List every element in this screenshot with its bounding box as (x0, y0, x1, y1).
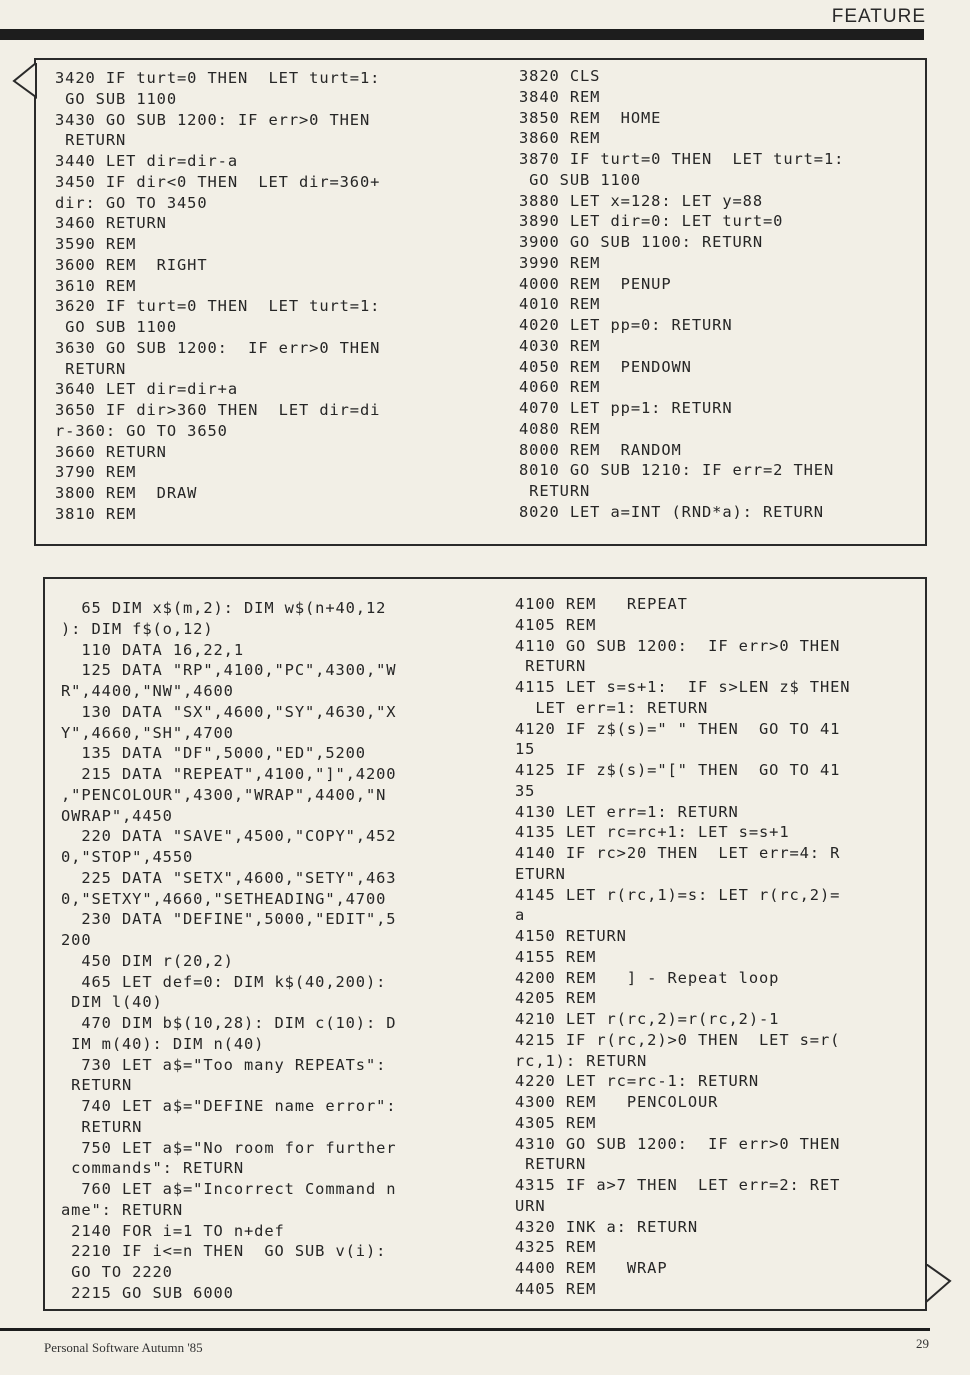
code-line: 4100 REM REPEAT (515, 595, 688, 613)
code-line: 4205 REM (515, 989, 597, 1008)
code-line: 4130 LET err=1: RETURN (515, 802, 739, 821)
code-line: 4030 REM (519, 336, 601, 355)
code-line: 3630 GO SUB 1200: IF err>0 THEN (55, 338, 381, 357)
code-line: RETURN (55, 359, 127, 378)
code-line: 3790 REM (55, 463, 137, 482)
code-line: 8020 LET a=INT (RND*a): RETURN (519, 502, 824, 521)
left-pointer-arrow (12, 63, 38, 103)
code-line: 3590 REM (55, 235, 137, 253)
code-line: 220 DATA "SAVE",4500,"COPY",452 (61, 827, 397, 846)
code-line: 3860 REM (519, 129, 601, 148)
code-line: 465 LET def=0: DIM k$(40,200): (61, 972, 387, 991)
code-line: GO SUB 1100 (55, 89, 177, 108)
code-line: 3450 IF dir<0 THEN LET dir=360+ (55, 172, 381, 191)
code-line: IM m(40): DIM n(40) (61, 1034, 265, 1053)
code-line: 4120 IF z$(s)=" " THEN GO TO 41 (515, 719, 841, 738)
code-line: 4135 LET rc=rc+1: LET s=s+1 (515, 823, 790, 842)
code-line: 4115 LET s=s+1: IF s>LEN z$ THEN (515, 678, 851, 696)
code-column-left (61, 598, 396, 1304)
code-line: 4200 REM ] - Repeat loop (515, 968, 780, 987)
code-line: 200 (61, 931, 92, 949)
code-line: 135 DATA "DF",5000,"ED",5200 (61, 744, 366, 763)
code-line: Y",4660,"SH",4700 (61, 723, 234, 742)
code-line: 2210 IF i<=n THEN GO SUB v(i): (61, 1242, 387, 1261)
code-line: 4220 LET rc=rc-1: RETURN (515, 1072, 759, 1091)
code-line: 750 LET a$="No room for further (61, 1138, 397, 1157)
code-line: 4325 REM (515, 1238, 597, 1257)
code-line: 3600 REM RIGHT (55, 255, 208, 274)
code-line: 3620 IF turt=0 THEN LET turt=1: (55, 297, 381, 316)
code-column-left (55, 68, 380, 525)
code-line: OWRAP",4450 (61, 806, 173, 825)
code-line: 65 DIM x$(m,2): DIM w$(n+40,12 (61, 599, 387, 617)
code-line: 110 DATA 16,22,1 (61, 640, 244, 659)
code-line: ,"PENCOLOUR",4300,"WRAP",4400,"N (61, 785, 387, 804)
code-column-right (519, 66, 844, 523)
code-line: RETURN (519, 482, 591, 500)
code-line: 8010 GO SUB 1210: IF err=2 THEN (519, 461, 835, 480)
code-line: 3850 REM HOME (519, 108, 662, 127)
code-line: 3640 LET dir=dir+a (55, 380, 238, 399)
code-line: RETURN (61, 1076, 133, 1095)
code-line: 0,"SETXY",4660,"SETHEADING",4700 (61, 889, 387, 908)
code-line: 450 DIM r(20,2) (61, 951, 234, 970)
code-line: 3440 LET dir=dir-a (55, 152, 238, 170)
code-line: 4400 REM WRAP (515, 1259, 668, 1277)
code-line: 3990 REM (519, 253, 601, 272)
code-line: 225 DATA "SETX",4600,"SETY",463 (61, 868, 397, 887)
code-line: 4315 IF a>7 THEN LET err=2: RET (515, 1176, 841, 1194)
code-line: 0,"STOP",4550 (61, 848, 194, 866)
code-line: 4405 REM (515, 1279, 597, 1298)
publication-credit: Personal Software Autumn '85 (44, 1340, 203, 1355)
code-line: 4000 REM PENUP (519, 274, 672, 293)
code-line: GO SUB 1100 (519, 170, 641, 189)
code-line: 125 DATA "RP",4100,"PC",4300,"W (61, 661, 397, 680)
code-line: 4215 IF r(rc,2)>0 THEN LET s=r( (515, 1030, 841, 1049)
code-line: 4300 REM PENCOLOUR (515, 1093, 719, 1111)
footer-rule (0, 1328, 930, 1331)
code-line: dir: GO TO 3450 (55, 193, 208, 212)
code-line: 4210 LET r(rc,2)=r(rc,2)-1 (515, 1010, 780, 1028)
code-line: RETURN (515, 1155, 587, 1174)
code-line: 3660 RETURN (55, 442, 167, 461)
code-column-right (515, 594, 850, 1300)
code-line: LET err=1: RETURN (515, 698, 709, 717)
code-line: DIM l(40) (61, 993, 163, 1012)
code-line: ame": RETURN (61, 1200, 183, 1219)
code-line: 35 (515, 781, 536, 800)
code-line: 4010 REM (519, 295, 601, 314)
code-line: 3810 REM (55, 504, 137, 523)
code-listing-box-top (34, 58, 927, 546)
code-line: 215 DATA "REPEAT",4100,"]",4200 (61, 765, 397, 783)
code-line: 3800 REM DRAW (55, 484, 198, 502)
code-line: 4155 REM (515, 947, 597, 966)
code-line: a (515, 906, 526, 925)
code-line: 4050 REM PENDOWN (519, 357, 692, 376)
code-line: 3610 REM (55, 276, 137, 295)
code-line: 4125 IF z$(s)="[" THEN GO TO 41 (515, 761, 841, 779)
code-line: R",4400,"NW",4600 (61, 682, 234, 700)
code-line: 740 LET a$="DEFINE name error": (61, 1097, 397, 1115)
section-label: FEATURE (831, 6, 926, 27)
code-line: 4305 REM (515, 1113, 597, 1132)
code-line: ): DIM f$(o,12) (61, 619, 214, 638)
code-line: 3820 CLS (519, 67, 601, 85)
page-number: 29 (916, 1336, 929, 1351)
code-line: 3890 LET dir=0: LET turt=0 (519, 212, 784, 231)
header-rule (0, 29, 924, 40)
code-listing-box-bottom (43, 577, 927, 1311)
right-pointer-arrow (925, 1264, 953, 1306)
code-line: 15 (515, 740, 536, 759)
code-line: 4070 LET pp=1: RETURN (519, 399, 733, 417)
code-line: 4080 REM (519, 419, 601, 438)
code-line: rc,1): RETURN (515, 1051, 648, 1070)
code-line: 4310 GO SUB 1200: IF err>0 THEN (515, 1134, 841, 1153)
code-line: 4060 REM (519, 378, 601, 397)
code-line: r-360: GO TO 3650 (55, 421, 228, 440)
code-line: 4320 INK a: RETURN (515, 1217, 698, 1236)
code-line: 4140 IF rc>20 THEN LET err=4: R (515, 844, 841, 862)
code-line: 3430 GO SUB 1200: IF err>0 THEN (55, 110, 371, 129)
code-line: 3900 GO SUB 1100: RETURN (519, 233, 763, 251)
code-line: 4110 GO SUB 1200: IF err>0 THEN (515, 636, 841, 655)
code-line: RETURN (55, 131, 127, 150)
code-line: 760 LET a$="Incorrect Command n (61, 1180, 397, 1198)
code-line: ETURN (515, 864, 566, 883)
code-line: 4020 LET pp=0: RETURN (519, 316, 733, 334)
code-line: 3460 RETURN (55, 214, 167, 233)
code-line: URN (515, 1196, 546, 1215)
code-line: 4105 REM (515, 615, 597, 634)
code-line: 730 LET a$="Too many REPEATs": (61, 1055, 387, 1074)
code-line: 470 DIM b$(10,28): DIM c(10): D (61, 1014, 397, 1032)
code-line: 3650 IF dir>360 THEN LET dir=di (55, 401, 381, 419)
code-line: 2215 GO SUB 6000 (61, 1283, 234, 1302)
code-line: 3420 IF turt=0 THEN LET turt=1: (55, 69, 381, 87)
code-line: 130 DATA "SX",4600,"SY",4630,"X (61, 702, 397, 721)
code-line: 3840 REM (519, 87, 601, 106)
code-line: 4150 RETURN (515, 927, 627, 945)
code-line: 8000 REM RANDOM (519, 440, 682, 459)
code-line: 2140 FOR i=1 TO n+def (61, 1221, 285, 1240)
code-line: GO TO 2220 (61, 1263, 173, 1281)
code-line: GO SUB 1100 (55, 318, 177, 336)
code-line: 230 DATA "DEFINE",5000,"EDIT",5 (61, 910, 397, 929)
code-line: RETURN (515, 657, 587, 676)
code-line: RETURN (61, 1117, 143, 1136)
code-line: commands": RETURN (61, 1159, 244, 1178)
code-line: 4145 LET r(rc,1)=s: LET r(rc,2)= (515, 885, 841, 904)
code-line: 3880 LET x=128: LET y=88 (519, 191, 763, 210)
code-line: 3870 IF turt=0 THEN LET turt=1: (519, 150, 845, 168)
